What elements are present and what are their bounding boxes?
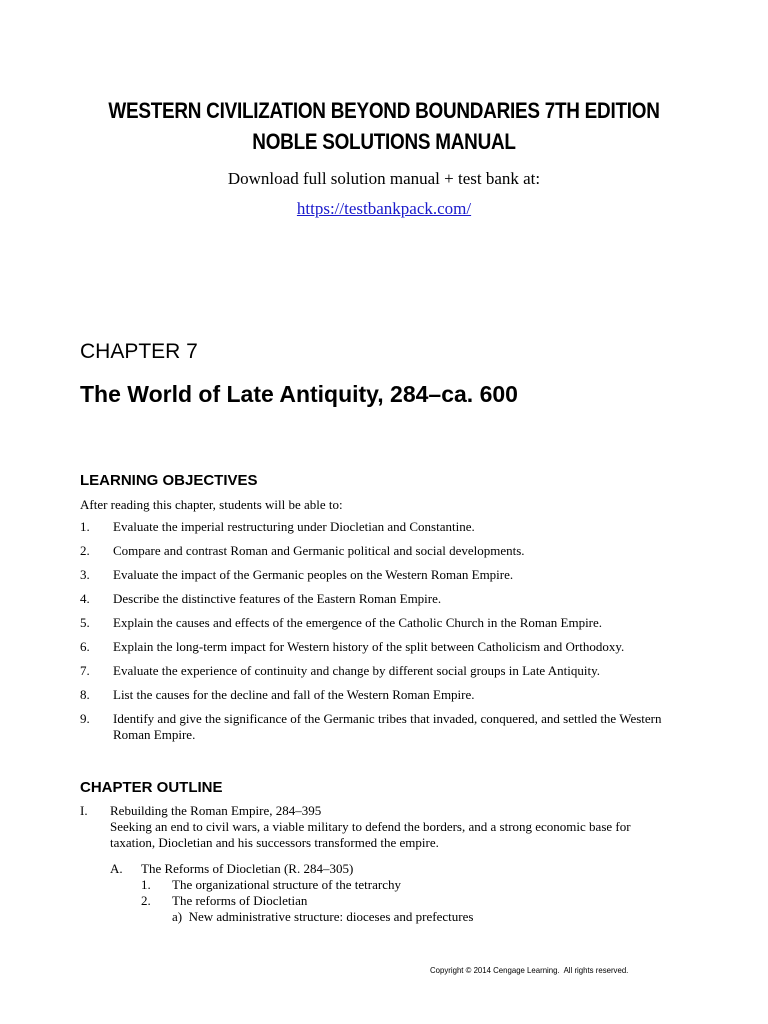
- objective-number: 2.: [80, 543, 90, 558]
- objective-number: 9.: [80, 711, 90, 726]
- download-text: Download full solution manual + test bank at:: [227, 169, 541, 188]
- objective-text: Compare and contrast Roman and Germanic political and social developments.: [113, 543, 525, 558]
- download-link-wrapper: [0, 199, 768, 219]
- download-link[interactable]: https://testbankpack.com/: [296, 199, 472, 218]
- objective-number: 8.: [80, 687, 90, 702]
- objective-text: Explain the causes and effects of the emergence of the Catholic Church in the Roman Empire.: [113, 615, 603, 630]
- outline-section-title: Rebuilding the Roman Empire, 284–395: [110, 803, 322, 818]
- objective-item: [80, 591, 680, 607]
- objective-item: [80, 615, 680, 631]
- objective-text: Evaluate the impact of the Germanic peoples on the Western Roman Empire.: [113, 567, 514, 582]
- objective-number: 3.: [80, 567, 90, 582]
- outline-subsection-title: The Reforms of Diocletian (R. 284–305): [141, 861, 354, 876]
- objective-text: Evaluate the experience of continuity and change by different social groups in Late Antiquity.: [113, 663, 600, 678]
- objective-text: Describe the distinctive features of the Eastern Roman Empire.: [113, 591, 442, 606]
- objective-item: [80, 663, 680, 679]
- objective-number: 4.: [80, 591, 90, 606]
- outline-item-title: The organizational structure of the tetrarchy: [172, 877, 401, 892]
- chapter-title: The World of Late Antiquity, 284–ca. 600: [80, 381, 518, 407]
- outline-subitem: a) New administrative structure: dioceses and prefectures: [172, 909, 474, 924]
- objective-number: 6.: [80, 639, 90, 654]
- objective-text: Evaluate the imperial restructuring under Diocletian and Constantine.: [113, 519, 475, 534]
- chapter-outline-heading: CHAPTER OUTLINE: [80, 779, 223, 796]
- objective-item: [80, 711, 680, 743]
- objective-item: [80, 567, 680, 583]
- learning-objectives-intro: After reading this chapter, students will be able to:: [80, 497, 343, 512]
- objective-item: [80, 543, 680, 559]
- outline-subsection-number: A.: [110, 861, 123, 876]
- outline-section-number: I.: [80, 803, 88, 818]
- objective-text: Identify and give the significance of the Germanic tribes that invaded, conquered, and settled the Western Roman Empire.: [113, 711, 662, 742]
- objective-number: 5.: [80, 615, 90, 630]
- objective-text: List the causes for the decline and fall of the Western Roman Empire.: [113, 687, 475, 702]
- chapter-label: CHAPTER 7: [80, 340, 198, 363]
- outline-section-description: Seeking an end to civil wars, a viable military to defend the borders, and a strong economic base for taxation, Diocletian and his successors transformed the empire.: [110, 819, 631, 850]
- learning-objectives-heading: LEARNING OBJECTIVES: [80, 472, 258, 489]
- objective-number: 1.: [80, 519, 90, 534]
- objective-item: [80, 639, 680, 655]
- outline-item-number: 1.: [141, 877, 151, 892]
- objective-number: 7.: [80, 663, 90, 678]
- objective-item: [80, 519, 680, 535]
- objective-text: Explain the long-term impact for Western history of the split between Catholicism and Orthodoxy.: [113, 639, 625, 654]
- learning-objectives-list: [80, 519, 680, 751]
- objective-item: [80, 687, 680, 703]
- document-title: WESTERN CIVILIZATION BEYOND BOUNDARIES 7TH EDITION NOBLE SOLUTIONS MANUAL: [108, 98, 660, 154]
- outline-item-title: The reforms of Diocletian: [172, 893, 308, 908]
- outline-item-number: 2.: [141, 893, 151, 908]
- copyright-footer: Copyright © 2014 Cengage Learning. All rights reserved.: [430, 965, 629, 975]
